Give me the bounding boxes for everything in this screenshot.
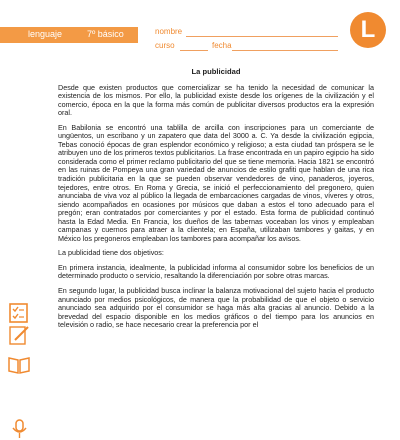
reading-text xyxy=(58,68,374,400)
lenguaje-logo: L xyxy=(350,12,386,48)
subject-label: lenguaje xyxy=(28,29,63,39)
course-label: curso xyxy=(155,41,175,50)
paragraph-objective-one: En primera instancia, idealmente, la publicidad informa al consumidor sobre los beneficios de un determinado producto o servicio, resaltando la diferenciación por sobre otras marcas. xyxy=(58,262,374,281)
course-field[interactable] xyxy=(180,50,208,51)
subject-bar xyxy=(0,27,138,43)
date-field[interactable] xyxy=(232,50,338,51)
checklist-icon xyxy=(6,302,32,324)
paragraph-history: En Babilonia se encontró una tablilla de arcilla con inscripciones para un comerciante de ungüentos, un escribano y un zapatero que data del 3000 a. C. Ya desde la civilización egipcia, Tebas conoció épocas de gran esplendor económico y religioso; a esta ciudad tan próspera se le atribuyen uno de los primeros textos publicitarios. La frase encontrada en un papiro egipcio ha sido considerada como el primer reclamo publicitario del que se tiene memoria. Hacia 1821 se encontró en las ruinas de Pompeya una gran variedad de anuncios de estilo grafiti que hablan de una rica tradición publicitaria en la que se pueden observar vendedores de vino, panaderos, joyeros, tejedores, entre otros. En Roma y Grecia, se inició el perfeccionamiento del pregonero, quien anunciaba de viva voz al público la llegada de embarcaciones cargadas de vinos, víveres y otros, siendo acompañados en ocasiones por músicos que daban a estos el tono adecuado para el pregón; eran contratados por comerciantes y por el estado. Esta forma de publicidad continuó hasta la Edad Media. En Francia, los dueños de las tabernas voceaban los vinos y empleaban campanas y cuernos para atraer a la clientela; en España, utilizaban tambores y gaitas, y en México los pregoneros empleaban los tambores para acompañar los avisos. xyxy=(58,122,374,243)
name-label: nombre xyxy=(155,27,183,36)
date-label: fecha xyxy=(212,41,232,50)
microphone-icon xyxy=(6,418,32,440)
name-field[interactable] xyxy=(186,36,338,37)
document-title: La publicidad xyxy=(191,68,241,76)
paragraph-objective-two: En segundo lugar, la publicidad busca inclinar la balanza motivacional del sujeto hacia el producto anunciado por medios psicológicos, de manera que la probabilidad de que el objeto o servicio anunciado sea adquirido por el consumidor se haga más alta gracias al anuncio. Debido a la brevedad del espacio disponible en los medios gráficos o del tiempo para los anuncios en televisión o radio, se hace necesario crear la preferencia por el xyxy=(58,286,374,330)
worksheet-header xyxy=(0,0,400,64)
grade-label: 7º básico xyxy=(87,29,124,39)
book-icon xyxy=(6,354,32,376)
activity-sidebar xyxy=(0,64,38,400)
paragraph-objectives-lead: La publicidad tiene dos objetivos: xyxy=(58,248,164,258)
paragraph-intro: Desde que existen productos que comercializar se ha tenido la necesidad de comunicar la existencia de los mismos. Por ello, la publicidad existe desde los orígenes de la civilización y el comercio, época en la que la forma más común de publicitar diversos productos era la expresión oral. xyxy=(58,82,374,118)
edit-pencil-icon xyxy=(6,324,32,346)
